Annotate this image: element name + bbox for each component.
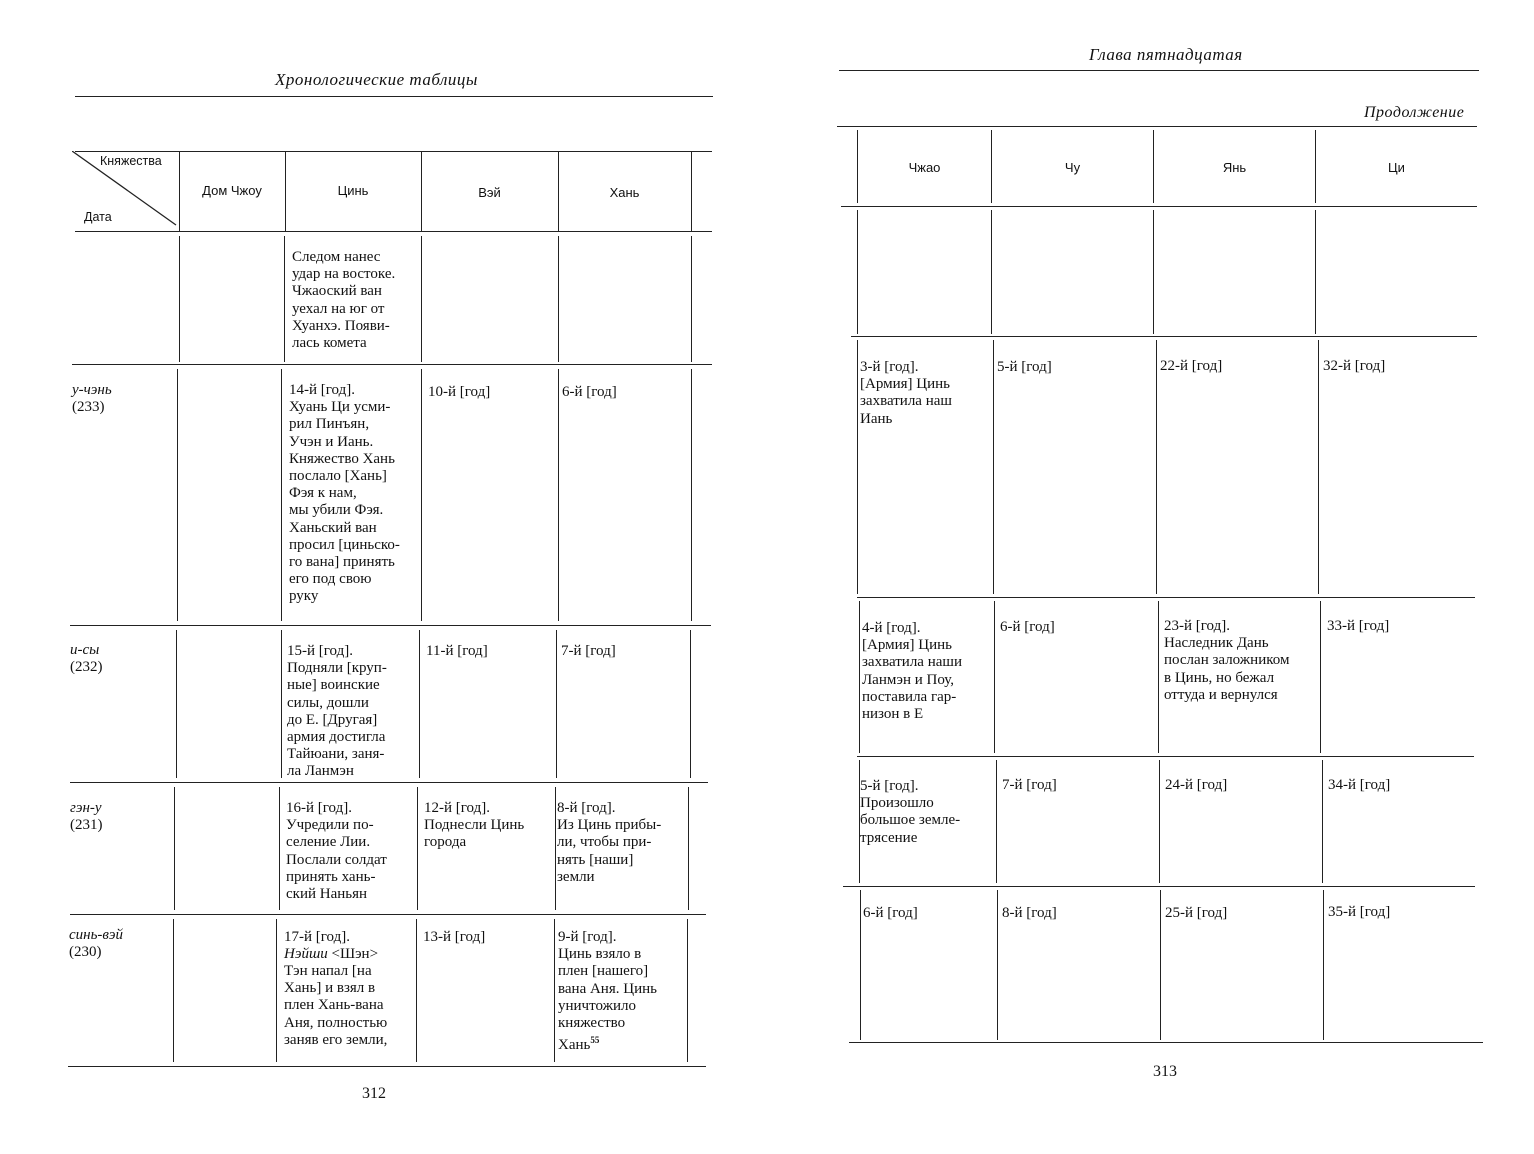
column-rule [276,919,277,1062]
column-rule [281,369,282,621]
cell-qi: 33-й [год] [1327,618,1390,634]
official-title: Нэйши [284,946,328,962]
header-bottom-rule [75,231,712,232]
column-rule [691,369,692,621]
running-head: Глава пятнадцатая [1089,45,1243,64]
column-rule [419,630,420,778]
column-rule [556,630,557,778]
column-header-wei: Вэй [478,185,501,200]
column-rule [174,787,175,910]
table-bottom-rule [849,1042,1483,1043]
cell-yan: 22-й [год] [1160,358,1223,374]
row-rule [857,756,1474,757]
cell-han-text: 9-й [год]. Цинь взяло в плен [нашего] вана Аня. Цинь уничтожило княжество Хань [558,929,657,1054]
cell-qin: Тэн напал [на Хань] и взял в плен Хань-вана Аня, полностью заняв его земли, [284,963,388,1048]
column-rule [687,919,688,1062]
column-rule [1318,340,1319,594]
column-rule [994,601,995,753]
column-rule [284,236,285,362]
column-rule [690,630,691,778]
cell-wei: 13-й [год] [423,929,486,945]
column-rule [1322,760,1323,883]
cell-han: 7-й [год] [561,643,616,659]
column-header-han: Хань [609,185,640,200]
cell-zhao: 6-й [год] [863,905,918,921]
head-rule [75,96,713,97]
cell-han [558,929,657,1054]
cell-wei: 10-й [год] [428,384,491,400]
column-header-zhao: Чжао [908,160,941,175]
cell-qi: 32-й [год] [1323,358,1386,374]
official-name: <Шэн> [327,946,379,962]
continuation-label: Продолжение [1364,104,1465,121]
cell-zhao: 4-й [год]. [Армия] Цинь захватила наши Ланмэн и Поу, поставила гар- низон в Е [862,620,962,723]
cell-qin: Следом нанес удар на востоке. Чжаоский ван уехал на юг от Хуанхэ. Появи- лась комета [292,249,396,352]
corner-header-bottom: Дата [84,210,112,224]
date-year: (230) [69,944,102,960]
column-header-yan: Янь [1222,160,1247,175]
cell-yan: 24-й [год] [1165,777,1228,793]
cell-chu: 5-й [год] [997,359,1052,375]
column-rule [857,210,858,334]
date-year: (232) [70,659,103,675]
column-rule [1320,601,1321,753]
column-rule [421,369,422,621]
column-rule [859,601,860,753]
column-rule [558,369,559,621]
column-rule [558,236,559,362]
head-rule [839,70,1479,71]
cell-qin: 16-й [год]. Учредили по- селение Лии. Послали солдат принять хань- ский Наньян [286,800,387,903]
column-header-chu: Чу [1064,160,1081,175]
cell-qin: 15-й [год]. Подняли [круп- ные] воинские силы, дошли до Е. [Другая] армия достигла Тайюани, заня- ла Ланмэн [287,643,387,780]
cell-wei: 11-й [год] [426,643,488,659]
page-number: 313 [1153,1063,1177,1080]
cell-qi: 34-й [год] [1328,777,1391,793]
row-rule [70,625,711,626]
column-rule [416,919,417,1062]
column-rule [691,236,692,362]
cell-qin-lead: 17-й [год]. [284,929,350,945]
right-page [767,0,1534,1154]
column-header-qin: Цинь [337,183,369,198]
row-rule [851,336,1477,337]
column-rule [417,787,418,910]
column-header-qi: Ци [1388,160,1405,175]
cell-zhao: 5-й [год]. Произошло большое земле- трясение [860,778,961,846]
cell-wei: 12-й [год]. Поднесли Цинь города [424,800,525,851]
cell-yan: 25-й [год] [1165,905,1228,921]
column-rule [555,787,556,910]
corner-header-top: Княжества [100,154,162,168]
cell-han: 8-й [год]. Из Цинь прибы- ли, чтобы при- нять [наши] земли [557,800,662,885]
column-rule [991,210,992,334]
cell-qi: 35-й [год] [1328,904,1391,920]
column-rule [857,340,858,594]
column-rule [1160,890,1161,1040]
column-rule [691,151,692,231]
date-cyclical-name: гэн-у [70,800,102,816]
date-year: (233) [72,399,105,415]
column-rule [421,236,422,362]
column-rule [1156,340,1157,594]
column-rule [1153,210,1154,334]
cell-chu: 6-й [год] [1000,619,1055,635]
column-rule [688,787,689,910]
row-rule [70,914,706,915]
column-rule [1159,760,1160,883]
date-cyclical-name: у-чэнь [72,382,112,398]
column-rule [176,630,177,778]
cell-yan: 23-й [год]. Наследник Дань послан заложником в Цинь, но бежал оттуда и вернулся [1164,618,1290,703]
row-rule [843,886,1475,887]
cell-han: 6-й [год] [562,384,617,400]
column-rule [281,630,282,778]
table-bottom-rule [68,1066,706,1067]
running-head: Хронологические таблицы [275,70,478,89]
page-number: 312 [362,1085,386,1102]
cell-chu: 8-й [год] [1002,905,1057,921]
column-rule [177,369,178,621]
column-rule [1323,890,1324,1040]
table-top-rule [837,126,1477,127]
cell-zhao: 3-й [год]. [Армия] Цинь захватила наш Иань [860,359,952,427]
column-rule [860,890,861,1040]
column-rule [993,340,994,594]
date-cyclical-name: и-сы [70,642,100,658]
cell-qin: 14-й [год]. Хуань Ци усми- рил Пинъян, Учэн и Иань. Княжество Хань послало [Хань] Фэя к нам, мы убили Фэя. Ханьский ван просил [циньско- го вана] принять его под свою руку [289,382,400,605]
date-cyclical-name: синь-вэй [69,927,124,943]
cell-qin-name-line [284,946,378,963]
row-rule [70,782,708,783]
row-rule [72,364,712,365]
row-rule [857,597,1475,598]
column-rule [997,890,998,1040]
column-rule [554,919,555,1062]
column-rule [1158,601,1159,753]
footnote-marker: 55 [590,1035,600,1046]
column-rule [996,760,997,883]
cell-chu: 7-й [год] [1002,777,1057,793]
column-rule [279,787,280,910]
column-rule [179,236,180,362]
column-header-zhou: Дом Чжоу [202,183,262,198]
header-bottom-rule [841,206,1477,207]
column-rule [1315,210,1316,334]
column-rule [173,919,174,1062]
date-year: (231) [70,817,103,833]
